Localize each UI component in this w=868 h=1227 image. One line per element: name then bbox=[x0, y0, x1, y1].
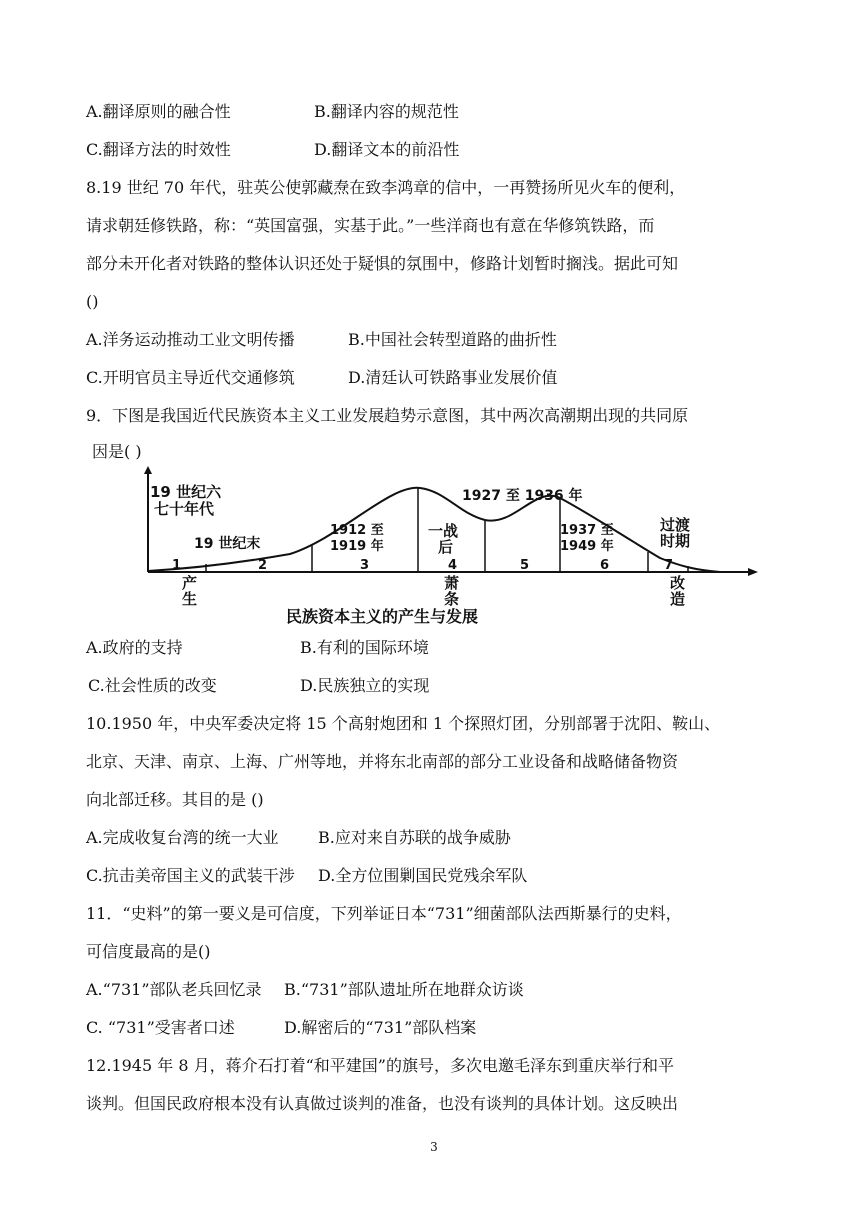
label-era1-line2: 七十年代 bbox=[154, 500, 215, 518]
x-axis-arrow bbox=[748, 568, 758, 576]
stage-name-reform-1: 改 bbox=[670, 574, 686, 592]
label-era7-line1: 过渡 bbox=[660, 516, 691, 534]
q7-option-a: A.翻译原则的融合性 bbox=[86, 102, 231, 121]
q10-option-b: B.应对来自苏联的战争威胁 bbox=[318, 828, 511, 847]
q8-stem-line-2: 请求朝廷修铁路，称：“英国富强，实基于此。”一些洋商也有意在华修筑铁路，而 bbox=[86, 216, 655, 235]
label-era2: 19 世纪末 bbox=[194, 536, 261, 552]
q9-option-c: C.社会性质的改变 bbox=[88, 676, 217, 695]
q11-option-c: C. “731”受害者口述 bbox=[86, 1018, 235, 1037]
stage-number-2: 2 bbox=[258, 558, 268, 573]
q8-stem-line-1: 8.19 世纪 70 年代，驻英公使郭藏焘在致李鸿章的信中，一再赞扬所见火车的便利， bbox=[86, 178, 686, 197]
label-era6-line2: 1949 年 bbox=[560, 539, 614, 554]
q12-stem-line-2: 谈判。但国民政府根本没有认真做过谈判的准备，也没有谈判的具体计划。这反映出 bbox=[86, 1094, 679, 1113]
q8-option-c: C.开明官员主导近代交通修筑 bbox=[86, 368, 295, 387]
q7-option-d: D.翻译文本的前沿性 bbox=[314, 140, 460, 159]
q10-option-d: D.全方位围剿国民党残余军队 bbox=[318, 866, 528, 885]
q11-stem-line-2: 可信度最高的是() bbox=[86, 942, 211, 961]
q11-stem-line-1: 11．“史料”的第一要义是可信度，下列举证日本“731”细菌部队法西斯暴行的史料， bbox=[86, 904, 682, 923]
stage-name-birth-1: 产 bbox=[182, 574, 198, 592]
stage-number-5: 5 bbox=[520, 558, 530, 573]
q10-stem-line-2: 北京、天津、南京、上海、广州等地，并将东北南部的部分工业设备和战略储备物资 bbox=[86, 752, 679, 771]
page-number: 3 bbox=[430, 1140, 438, 1154]
q9-option-b: B.有利的国际环境 bbox=[300, 638, 429, 657]
q10-option-a: A.完成收复台湾的统一大业 bbox=[86, 828, 279, 847]
stage-number-1: 1 bbox=[172, 558, 182, 573]
stage-name-reform-2: 造 bbox=[670, 590, 686, 608]
stage-name-decline-1: 萧 bbox=[444, 574, 460, 592]
q8-option-d: D.清廷认可铁路事业发展价值 bbox=[348, 368, 558, 387]
q10-stem-line-3: 向北部迁移。其目的是 () bbox=[86, 790, 264, 809]
stage-number-3: 3 bbox=[360, 558, 370, 573]
label-era6-line1: 1937 至 bbox=[560, 523, 614, 538]
stage-name-decline-2: 条 bbox=[444, 590, 460, 608]
q8-stem-line-4: () bbox=[86, 292, 99, 311]
q9-stem-line-2: 因是( ) bbox=[92, 442, 142, 461]
label-era5: 1927 至 1936 年 bbox=[462, 488, 583, 504]
q7-option-b: B.翻译内容的规范性 bbox=[314, 102, 459, 121]
y-axis-arrow bbox=[144, 466, 152, 474]
q12-stem-line-1: 12.1945 年 8 月，蒋介石打着“和平建国”的旗号，多次电邀毛泽东到重庆举行和平 bbox=[86, 1056, 674, 1075]
stage-number-4: 4 bbox=[448, 558, 458, 573]
q11-option-d: D.解密后的“731”部队档案 bbox=[284, 1018, 477, 1037]
figure-caption: 民族资本主义的产生与发展 bbox=[286, 607, 479, 626]
stage-number-7: 7 bbox=[664, 558, 674, 573]
q10-option-c: C.抗击美帝国主义的武装干涉 bbox=[86, 866, 295, 885]
q8-option-b: B.中国社会转型道路的曲折性 bbox=[348, 330, 557, 349]
capitalism-development-diagram bbox=[140, 466, 760, 628]
q8-stem-line-3: 部分未开化者对铁路的整体认识还处于疑惧的氛围中，修路计划暂时搁浅。据此可知 bbox=[86, 254, 679, 273]
q9-stem-line-1: 9．下图是我国近代民族资本主义工业发展趋势示意图，其中两次高潮期出现的共同原 bbox=[86, 406, 689, 425]
q11-option-b: B.“731”部队遗址所在地群众访谈 bbox=[284, 980, 524, 999]
stage-name-birth-2: 生 bbox=[182, 590, 198, 608]
label-era7-line2: 时期 bbox=[660, 532, 691, 550]
q7-option-c: C.翻译方法的时效性 bbox=[86, 140, 231, 159]
q9-option-d: D.民族独立的实现 bbox=[300, 676, 430, 695]
q11-option-a: A.“731”部队老兵回忆录 bbox=[86, 980, 262, 999]
label-era1-line1: 19 世纪六 bbox=[150, 483, 222, 501]
q8-option-a: A.洋务运动推动工业文明传播 bbox=[86, 330, 295, 349]
label-era4-line1: 一战 bbox=[428, 522, 459, 540]
q10-stem-line-1: 10.1950 年，中央军委决定将 15 个高射炮团和 1 个探照灯团，分别部署于沈阳、鞍山、 bbox=[86, 714, 721, 733]
label-era4-line2: 后 bbox=[438, 538, 454, 556]
label-era3-line1: 1912 至 bbox=[330, 523, 384, 538]
stage-number-6: 6 bbox=[600, 558, 610, 573]
label-era3-line2: 1919 年 bbox=[330, 539, 384, 554]
q9-option-a: A.政府的支持 bbox=[86, 638, 183, 657]
